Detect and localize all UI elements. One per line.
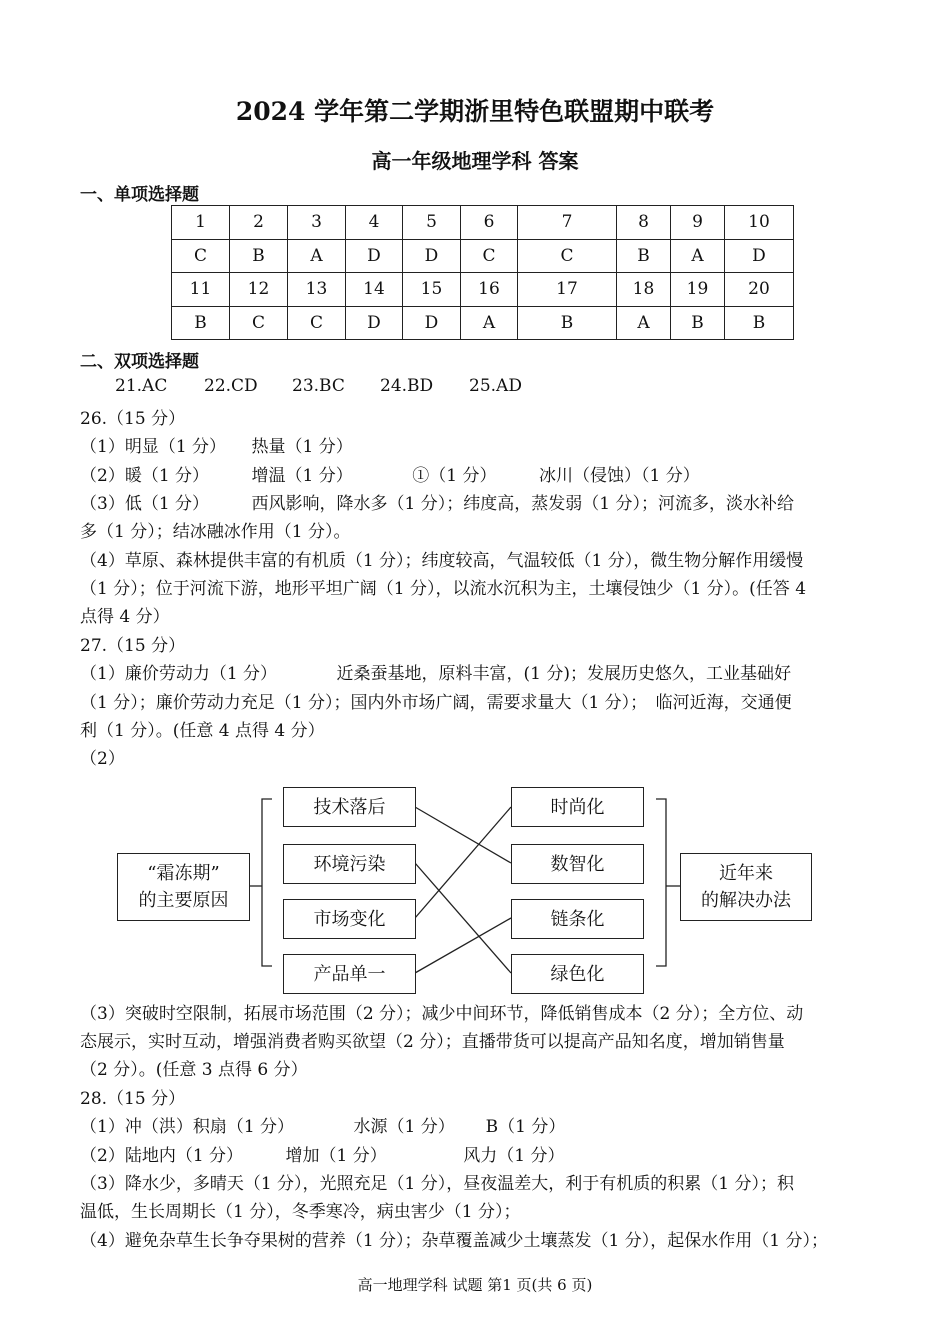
answer-cell: D <box>346 239 403 273</box>
question-number-cell: 18 <box>617 273 671 307</box>
solution-box-green: 绿色化 <box>511 954 644 994</box>
cause-box-market: 市场变化 <box>283 899 416 939</box>
solution-box-digital: 数智化 <box>511 844 644 884</box>
question-number-cell: 8 <box>617 206 671 240</box>
question-number-cell: 14 <box>346 273 403 307</box>
question-number-cell: 10 <box>725 206 794 240</box>
question-number-cell: 13 <box>288 273 346 307</box>
question-number-cell: 11 <box>172 273 230 307</box>
link-pollution-to-green <box>415 863 511 973</box>
answer-cell: A <box>461 306 518 340</box>
answer-cell: B <box>617 239 671 273</box>
q28-line-3b: 温低，生长周期长（1 分），冬季寒冷，病虫害少（1 分）； <box>80 1202 521 1222</box>
answer-cell: C <box>172 239 230 273</box>
q26-line-4c: 点得 4 分） <box>80 607 170 627</box>
section1-heading: 一、单项选择题 <box>80 185 199 205</box>
q28-line-3a: （3）降水少，多晴天（1 分），光照充足（1 分），昼夜温差大，利于有机质的积累（1 分）；积 <box>80 1174 794 1194</box>
table-header-row <box>172 206 794 240</box>
solution-box-chain: 链条化 <box>511 899 644 939</box>
q26-line-3a: （3）低（1 分） 西风影响，降水多（1 分）；纬度高，蒸发弱（1 分）；河流多，淡水补给 <box>80 494 794 514</box>
q26-line-4a: （4）草原、森林提供丰富的有机质（1 分）；纬度较高，气温较低（1 分），微生物分解作用缓慢 <box>80 551 804 571</box>
link-single-to-chain <box>415 918 511 973</box>
cause-summary-line-1: “霜冻期” <box>147 863 220 884</box>
q27-line-2: （2） <box>80 749 125 769</box>
question-number-cell: 1 <box>172 206 230 240</box>
q26-line-2: （2）暖（1 分） 增温（1 分） ①（1 分） 冰川（侵蚀）（1 分） <box>80 466 700 486</box>
double-choice-25: 25.AD <box>469 376 522 396</box>
q26-line-1: （1）明显（1 分） 热量（1 分） <box>80 437 353 457</box>
question-number-cell: 20 <box>725 273 794 307</box>
answer-cell: D <box>346 306 403 340</box>
double-choice-21: 21.AC <box>115 376 168 396</box>
q27-line-1c: 利（1 分）。(任意 4 点得 4 分） <box>80 721 325 741</box>
right-brace <box>656 799 666 966</box>
answer-cell: C <box>518 239 617 273</box>
answer-cell: A <box>617 306 671 340</box>
double-choice-23: 23.BC <box>292 376 345 396</box>
answer-table <box>171 205 794 340</box>
answer-cell: B <box>518 306 617 340</box>
solution-box-fashion: 时尚化 <box>511 787 644 827</box>
double-choice-22: 22.CD <box>204 376 258 396</box>
q27-line-3a: （3）突破时空限制，拓展市场范围（2 分）；减少中间环节，降低销售成本（2 分）；全方位、动 <box>80 1004 804 1024</box>
cause-box-single: 产品单一 <box>283 954 416 994</box>
cause-box-pollution: 环境污染 <box>283 844 416 884</box>
q27-header: 27.（15 分） <box>80 636 186 656</box>
page-title: 2024 学年第二学期浙里特色联盟期中联考 <box>235 97 715 126</box>
question-number-cell: 6 <box>461 206 518 240</box>
q26-header: 26.（15 分） <box>80 409 186 429</box>
double-choice-24: 24.BD <box>380 376 434 396</box>
q28-line-2: （2）陆地内（1 分） 增加（1 分） 风力（1 分） <box>80 1146 565 1166</box>
answer-cell: A <box>671 239 725 273</box>
page-subtitle: 高一年级地理学科 答案 <box>371 149 579 173</box>
question-number-cell: 12 <box>230 273 288 307</box>
question-number-cell: 5 <box>403 206 461 240</box>
q28-line-1: （1）冲（洪）积扇（1 分） 水源（1 分） B（1 分） <box>80 1117 566 1137</box>
q28-line-4: （4）避免杂草生长争夺果树的营养（1 分）；杂草覆盖减少土壤蒸发（1 分），起保水作用（1 分）； <box>80 1231 828 1251</box>
q27-line-3c: （2 分）。(任意 3 点得 6 分） <box>80 1060 308 1080</box>
solution-summary-line-1: 近年来 <box>719 863 773 884</box>
table-answer-row <box>172 306 794 340</box>
page-footer: 高一地理学科 试题 第1 页(共 6 页) <box>357 1276 593 1294</box>
answer-cell: A <box>288 239 346 273</box>
q26-line-4b: （1 分）；位于河流下游，地形平坦广阔（1 分），以流水沉积为主，土壤侵蚀少（1 分）。(任答 4 <box>80 579 807 599</box>
question-number-cell: 15 <box>403 273 461 307</box>
answer-cell: C <box>230 306 288 340</box>
cause-summary-line-2: 的主要原因 <box>138 890 229 911</box>
answer-cell: D <box>403 239 461 273</box>
link-tech-to-digital <box>415 807 511 863</box>
answer-cell: C <box>288 306 346 340</box>
answer-cell: B <box>172 306 230 340</box>
q26-line-3b: 多（1 分）；结冰融冰作用（1 分）。 <box>80 522 351 542</box>
solution-summary-line-2: 的解决办法 <box>701 890 791 911</box>
question-number-cell: 7 <box>518 206 617 240</box>
table-answer-row <box>172 239 794 273</box>
cause-summary-box <box>117 853 250 921</box>
section2-heading: 二、双项选择题 <box>80 352 199 372</box>
question-number-cell: 19 <box>671 273 725 307</box>
link-market-to-fashion <box>415 807 511 918</box>
solution-summary-box <box>680 853 812 921</box>
q27-line-3b: 态展示，实时互动，增强消费者购买欲望（2 分）；直播带货可以提高产品知名度，增加销售量 <box>80 1032 785 1052</box>
table-header-row <box>172 273 794 307</box>
answer-cell: C <box>461 239 518 273</box>
q27-line-1a: （1）廉价劳动力（1 分） 近桑蚕基地，原料丰富，(1 分)；发展历史悠久，工业基础好 <box>80 664 792 684</box>
answer-cell: D <box>725 239 794 273</box>
cause-box-tech: 技术落后 <box>283 787 416 827</box>
answer-cell: B <box>725 306 794 340</box>
question-number-cell: 9 <box>671 206 725 240</box>
question-number-cell: 4 <box>346 206 403 240</box>
answer-cell: D <box>403 306 461 340</box>
question-number-cell: 17 <box>518 273 617 307</box>
question-number-cell: 2 <box>230 206 288 240</box>
answer-cell: B <box>671 306 725 340</box>
question-number-cell: 16 <box>461 273 518 307</box>
answer-cell: B <box>230 239 288 273</box>
question-number-cell: 3 <box>288 206 346 240</box>
q28-header: 28.（15 分） <box>80 1089 186 1109</box>
left-brace <box>262 799 272 966</box>
q27-line-1b: （1 分）；廉价劳动力充足（1 分）；国内外市场广阔，需要求量大（1 分）； 临河近海，交通便 <box>80 693 792 713</box>
